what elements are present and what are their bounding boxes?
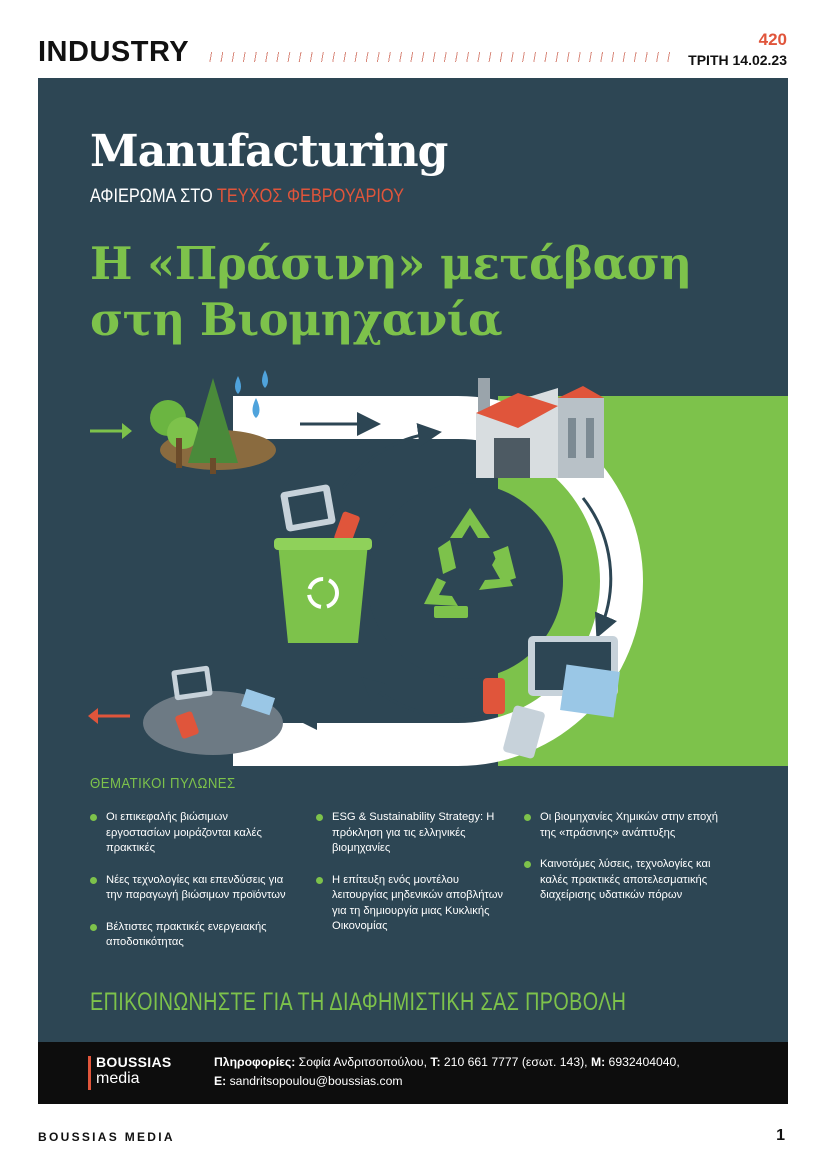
email-link[interactable]: sandritsopoulou@boussias.com bbox=[226, 1074, 403, 1088]
decorative-divider bbox=[204, 52, 670, 62]
cycle-arrow-icon bbox=[343, 433, 433, 488]
info-label: Πληροφορίες: bbox=[214, 1055, 296, 1069]
issue-date: ΤΡΙΤΗ 14.02.23 bbox=[688, 52, 787, 68]
section-title: INDUSTRY bbox=[38, 36, 190, 68]
waste-pile-icon bbox=[143, 666, 283, 755]
cycle-arrow-icon bbox=[368, 683, 493, 717]
headline bbox=[90, 236, 692, 348]
tel-label: T: bbox=[430, 1055, 441, 1069]
page-number: 1 bbox=[776, 1127, 785, 1144]
call-to-action: ΕΠΙΚΟΙΝΩΝΗΣΤΕ ΓΙΑ ΤΗ ΔΙΑΦΗΜΙΣΤΙΚΗ ΣΑΣ ΠΡΟΒΟΛΗ bbox=[90, 988, 627, 1016]
logo-accent-bar bbox=[88, 1056, 91, 1090]
pylon-item: Οι βιομηχανίες Χημικών στην εποχή της «πράσινης» ανάπτυξης bbox=[524, 810, 724, 841]
headline-line-1: Η «Πράσινη» μετάβαση bbox=[90, 237, 692, 290]
pylon-item: Οι επικεφαλής βιώσιμων εργοστασίων μοιράζονται καλές πρακτικές bbox=[90, 810, 295, 857]
subtitle-prefix: ΑΦΙΕΡΩΜΑ ΣΤΟ bbox=[90, 186, 217, 207]
pylon-item: Νέες τεχνολογίες και επενδύσεις για την παραγωγή βιώσιμων προϊόντων bbox=[90, 873, 295, 904]
contact-band bbox=[38, 1042, 788, 1104]
logo-text-top: BOUSSIAS bbox=[96, 1054, 172, 1070]
issue-number: 420 bbox=[758, 30, 787, 49]
subtitle-highlight: ΤΕΥΧΟΣ ΦΕΒΡΟΥΑΡΙΟΥ bbox=[216, 186, 404, 207]
contact-name: Σοφία Ανδριτσοπούλου, bbox=[295, 1055, 431, 1069]
factory-icon bbox=[476, 378, 604, 478]
feature-title: Manufacturing bbox=[90, 126, 448, 177]
mobile-value: 6932404040, bbox=[605, 1055, 680, 1069]
contact-line-1 bbox=[214, 1053, 680, 1072]
contact-info bbox=[214, 1053, 680, 1091]
publisher-name: BOUSSIAS MEDIA bbox=[38, 1130, 175, 1144]
pylon-item: ESG & Sustainability Strategy: Η πρόκληση για τις ελληνικές βιομηχανίες bbox=[316, 810, 516, 857]
mobile-label: M: bbox=[590, 1055, 606, 1069]
pylons-column-3 bbox=[524, 810, 724, 920]
circular-economy-illustration bbox=[38, 368, 788, 788]
tel-value: 210 661 7777 (εσωτ. 143), bbox=[440, 1055, 591, 1069]
pylon-item: Η επίτευξη ενός μοντέλου λειτουργίας μηδενικών αποβλήτων για τη δημιουργία μιας Κυκλικής Οικονομίας bbox=[316, 873, 516, 935]
pylons-column-1 bbox=[90, 810, 295, 967]
feature-subtitle bbox=[90, 186, 404, 208]
contact-line-2 bbox=[214, 1072, 680, 1091]
logo-text-bottom: media bbox=[96, 1070, 140, 1087]
pylon-item: Βέλτιστες πρακτικές ενεργειακής αποδοτικότητας bbox=[90, 920, 295, 951]
pylons-column-2 bbox=[316, 810, 516, 951]
pylons-title: ΘΕΜΑΤΙΚΟΙ ΠΥΛΩΝΕΣ bbox=[90, 775, 236, 792]
advert-panel bbox=[38, 78, 788, 1042]
headline-line-2: στη Βιομηχανία bbox=[90, 293, 503, 346]
pylon-item: Καινοτόμες λύσεις, τεχνολογίες και καλές πρακτικές αποτελεσματικής διαχείρισης υδατικών πόρων bbox=[524, 857, 724, 904]
email-label: E: bbox=[214, 1074, 227, 1088]
recycling-bin-icon bbox=[274, 484, 372, 643]
